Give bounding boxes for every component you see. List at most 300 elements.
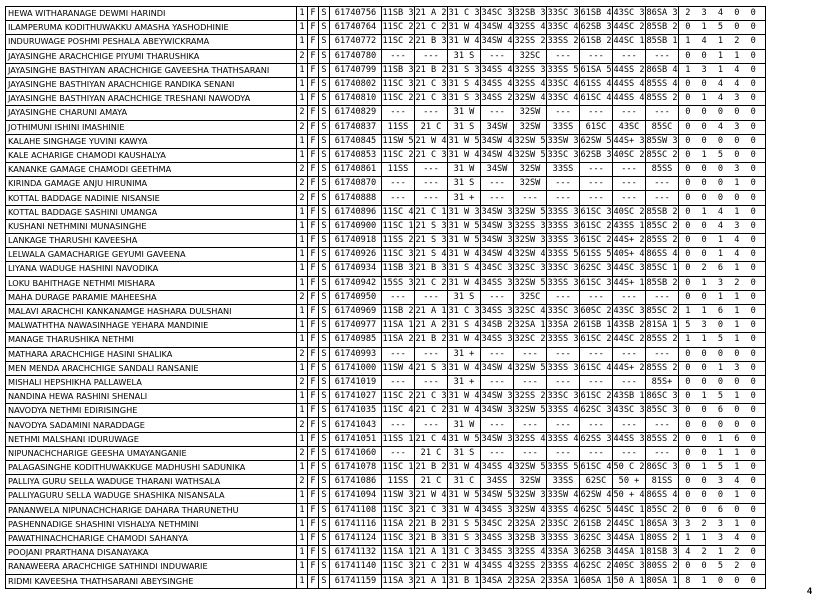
index-number-cell: 61741108 — [330, 503, 382, 517]
table-row — [6, 361, 766, 375]
attempt-cell: 1 — [297, 361, 308, 375]
subject-4-cell: --- — [481, 177, 514, 191]
index-number-cell: 61740969 — [330, 304, 382, 318]
subject-5-cell: 32SW 5 — [514, 205, 547, 219]
subject-1-cell: 11SC 3 — [382, 248, 415, 262]
subject-5-cell: 32SW — [514, 475, 547, 489]
table-row — [6, 49, 766, 63]
index-number-cell: 61740845 — [330, 134, 382, 148]
table-row — [6, 148, 766, 162]
student-name-cell: LIYANA WADUGE HASHINI NAVODIKA — [6, 262, 297, 276]
subject-7-cell: 62SC — [580, 475, 613, 489]
subject-2-cell: 21 S 3 — [415, 234, 448, 248]
subject-3-cell: 31 + — [448, 191, 481, 205]
subject-1-cell: 11SC 2 — [382, 35, 415, 49]
subject-9-cell: 85SS 2 — [646, 234, 679, 248]
student-name-cell: PALAGASINGHE KODITHUWAKKUGE MADHUSHI SADUNIKA — [6, 461, 297, 475]
grade-summary-cell: 0 0 0 1 0 — [679, 177, 766, 191]
subject-1-cell: 11SC 3 — [382, 77, 415, 91]
subject-5-cell: 32SW 3 — [514, 234, 547, 248]
subject-7-cell: 62SC 2 — [580, 560, 613, 574]
table-row — [6, 120, 766, 134]
student-name-cell: MANAGE THARUSHIKA NETHMI — [6, 333, 297, 347]
subject-5-cell: 32SW 4 — [514, 248, 547, 262]
stream-cell: S — [319, 560, 330, 574]
grade-summary-cell: 0 0 0 1 0 — [679, 489, 766, 503]
index-number-cell: 61740853 — [330, 148, 382, 162]
subject-9-cell: 81SS — [646, 475, 679, 489]
grade-summary-cell: 1 1 5 1 0 — [679, 333, 766, 347]
subject-6-cell: 33SC 3 — [547, 262, 580, 276]
student-name-cell: HEWA WITHARANAGE DEWMI HARINDI — [6, 7, 297, 21]
attempt-cell: 1 — [297, 574, 308, 588]
student-name-cell: ILAMPERUMA KODITHUWAKKU AMASHA YASHODHINIE — [6, 21, 297, 35]
subject-3-cell: 31 S 4 — [448, 319, 481, 333]
subject-8-cell: 50 + 4 — [613, 489, 646, 503]
gender-cell: F — [308, 475, 319, 489]
subject-3-cell: 31 W 4 — [448, 333, 481, 347]
subject-9-cell: 85SS 2 — [646, 361, 679, 375]
subject-1-cell: 11SA 2 — [382, 517, 415, 531]
gender-cell: F — [308, 574, 319, 588]
grade-summary-cell: 0 1 3 2 0 — [679, 276, 766, 290]
subject-8-cell: 43SC 3 — [613, 304, 646, 318]
subject-6-cell: 33SC 2 — [547, 517, 580, 531]
subject-9-cell: 86SC 3 — [646, 461, 679, 475]
subject-6-cell: --- — [547, 347, 580, 361]
attempt-cell: 1 — [297, 262, 308, 276]
index-number-cell: 61741000 — [330, 361, 382, 375]
subject-7-cell: 62SS 3 — [580, 432, 613, 446]
subject-1-cell: 11SW 4 — [382, 361, 415, 375]
student-name-cell: PANANWELA NIPUNACHCHARIGE DAHARA THARUNETHU — [6, 503, 297, 517]
subject-1-cell: 11SB 3 — [382, 63, 415, 77]
subject-9-cell: 85SC 3 — [646, 404, 679, 418]
subject-4-cell: 34SC 3 — [481, 262, 514, 276]
table-row — [6, 219, 766, 233]
subject-3-cell: 31 S 4 — [448, 262, 481, 276]
subject-9-cell: 85SC 1 — [646, 262, 679, 276]
gender-cell: F — [308, 35, 319, 49]
grade-summary-cell: 0 1 5 0 0 — [679, 21, 766, 35]
table-row — [6, 177, 766, 191]
subject-3-cell: 31 W 4 — [448, 503, 481, 517]
subject-4-cell: 34SB 2 — [481, 319, 514, 333]
subject-4-cell: 34SW 3 — [481, 234, 514, 248]
subject-8-cell: 44SC 1 — [613, 517, 646, 531]
index-number-cell: 61740764 — [330, 21, 382, 35]
index-number-cell: 61740799 — [330, 63, 382, 77]
subject-7-cell: 61SC 2 — [580, 219, 613, 233]
subject-3-cell: 31 C 3 — [448, 304, 481, 318]
index-number-cell: 61740810 — [330, 92, 382, 106]
grade-summary-cell: 1 4 1 2 0 — [679, 35, 766, 49]
subject-1-cell: 11SA 1 — [382, 319, 415, 333]
table-row — [6, 63, 766, 77]
subject-8-cell: --- — [613, 290, 646, 304]
attempt-cell: 2 — [297, 177, 308, 191]
subject-6-cell: 33SS 2 — [547, 35, 580, 49]
subject-2-cell: --- — [415, 106, 448, 120]
subject-6-cell: 33SC 3 — [547, 304, 580, 318]
subject-2-cell: 21 S 4 — [415, 248, 448, 262]
attempt-cell: 2 — [297, 163, 308, 177]
subject-6-cell: 33SS 4 — [547, 404, 580, 418]
student-name-cell: LOKU BAHITHAGE NETHMI MISHARA — [6, 276, 297, 290]
subject-4-cell: 34SS 3 — [481, 531, 514, 545]
table-row — [6, 92, 766, 106]
stream-cell: S — [319, 574, 330, 588]
subject-1-cell: 11SW 3 — [382, 489, 415, 503]
grade-summary-cell: 0 0 1 3 0 — [679, 361, 766, 375]
grade-summary-cell: 0 0 0 3 0 — [679, 163, 766, 177]
subject-7-cell: 62SC 3 — [580, 262, 613, 276]
subject-4-cell: 34SC 2 — [481, 517, 514, 531]
subject-1-cell: 11SC 2 — [382, 92, 415, 106]
subject-9-cell: 86SA 3 — [646, 7, 679, 21]
subject-3-cell: 31 W 4 — [448, 148, 481, 162]
grade-summary-cell: 1 1 6 1 0 — [679, 304, 766, 318]
stream-cell: S — [319, 390, 330, 404]
student-name-cell: RANAWEERA ARACHCHIGE SATHINDI INDUWARIE — [6, 560, 297, 574]
subject-2-cell: --- — [415, 177, 448, 191]
gender-cell: F — [308, 262, 319, 276]
subject-1-cell: --- — [382, 177, 415, 191]
student-name-cell: JOTHIMUNI ISHINI IMASHINIE — [6, 120, 297, 134]
subject-9-cell: 86SC 3 — [646, 390, 679, 404]
subject-9-cell: 85SS 2 — [646, 92, 679, 106]
attempt-cell: 2 — [297, 106, 308, 120]
subject-4-cell: 34SS 3 — [481, 546, 514, 560]
subject-7-cell: --- — [580, 290, 613, 304]
subject-2-cell: 21 C 2 — [415, 21, 448, 35]
subject-9-cell: --- — [646, 191, 679, 205]
subject-2-cell: 21 C 3 — [415, 92, 448, 106]
stream-cell: S — [319, 404, 330, 418]
table-row — [6, 432, 766, 446]
gender-cell: F — [308, 347, 319, 361]
subject-4-cell: 34SS 3 — [481, 304, 514, 318]
subject-1-cell: 11SS — [382, 475, 415, 489]
subject-3-cell: 31 W — [448, 163, 481, 177]
subject-5-cell: 32SB 3 — [514, 7, 547, 21]
subject-5-cell: 32SW 4 — [514, 503, 547, 517]
page-number: 4 — [806, 586, 812, 596]
attempt-cell: 2 — [297, 446, 308, 460]
subject-2-cell: --- — [415, 290, 448, 304]
subject-7-cell: 61SB 1 — [580, 319, 613, 333]
subject-6-cell: 33SS — [547, 475, 580, 489]
gender-cell: F — [308, 404, 319, 418]
subject-4-cell: --- — [481, 418, 514, 432]
subject-8-cell: 50 + — [613, 475, 646, 489]
attempt-cell: 1 — [297, 92, 308, 106]
subject-8-cell: 43SS 1 — [613, 219, 646, 233]
subject-3-cell: 31 W 5 — [448, 432, 481, 446]
subject-4-cell: 34SS 3 — [481, 503, 514, 517]
grade-summary-cell: 1 3 1 4 0 — [679, 63, 766, 77]
index-number-cell: 61740993 — [330, 347, 382, 361]
subject-7-cell: 62SB 3 — [580, 21, 613, 35]
table-row — [6, 333, 766, 347]
attempt-cell: 1 — [297, 276, 308, 290]
subject-8-cell: 44SS 3 — [613, 432, 646, 446]
table-row — [6, 390, 766, 404]
subject-1-cell: 11SC 3 — [382, 531, 415, 545]
student-name-cell: JAYASINGHE BASTHIYAN ARACHCHIGE RANDIKA SENANI — [6, 77, 297, 91]
student-name-cell: PASHENNADIGE SHASHINI VISHALYA NETHMINI — [6, 517, 297, 531]
gender-cell: F — [308, 276, 319, 290]
subject-1-cell: 11SB 3 — [382, 262, 415, 276]
subject-4-cell: 34SW 4 — [481, 361, 514, 375]
stream-cell: S — [319, 290, 330, 304]
subject-6-cell: 33SS 3 — [547, 531, 580, 545]
student-name-cell: KOTTAL BADDAGE SASHINI UMANGA — [6, 205, 297, 219]
index-number-cell: 61740780 — [330, 49, 382, 63]
gender-cell: F — [308, 234, 319, 248]
table-row — [6, 290, 766, 304]
student-name-cell: JAYASINGHE ARACHCHIGE PIYUMI THARUSHIKA — [6, 49, 297, 63]
stream-cell: S — [319, 248, 330, 262]
subject-8-cell: 44SC 1 — [613, 503, 646, 517]
gender-cell: F — [308, 432, 319, 446]
subject-5-cell: 32SC — [514, 290, 547, 304]
subject-5-cell: 32SS 4 — [514, 77, 547, 91]
subject-9-cell: 80SA 1 — [646, 574, 679, 588]
stream-cell: S — [319, 517, 330, 531]
subject-7-cell: 62SW 5 — [580, 134, 613, 148]
table-row — [6, 191, 766, 205]
subject-5-cell: 32SS 2 — [514, 390, 547, 404]
student-name-cell: KUSHANI NETHMINI MUNASINGHE — [6, 219, 297, 233]
attempt-cell: 2 — [297, 347, 308, 361]
subject-2-cell: 21 A 1 — [415, 304, 448, 318]
index-number-cell: 61741051 — [330, 432, 382, 446]
gender-cell: F — [308, 319, 319, 333]
subject-2-cell: 21 C — [415, 446, 448, 460]
subject-8-cell: 44SA 1 — [613, 546, 646, 560]
subject-4-cell: --- — [481, 446, 514, 460]
student-name-cell: LANKAGE THARUSHI KAVEESHA — [6, 234, 297, 248]
subject-8-cell: --- — [613, 191, 646, 205]
subject-8-cell: --- — [613, 375, 646, 389]
table-row — [6, 546, 766, 560]
subject-7-cell: --- — [580, 191, 613, 205]
student-name-cell: NAVODYA NETHMI EDIRISINGHE — [6, 404, 297, 418]
gender-cell: F — [308, 333, 319, 347]
subject-3-cell: 31 C 3 — [448, 7, 481, 21]
subject-2-cell: --- — [415, 49, 448, 63]
subject-4-cell: 34SW 4 — [481, 148, 514, 162]
subject-7-cell: 61SC 3 — [580, 276, 613, 290]
subject-2-cell: --- — [415, 191, 448, 205]
subject-4-cell: 34SS 4 — [481, 461, 514, 475]
subject-1-cell: --- — [382, 290, 415, 304]
index-number-cell: 61741078 — [330, 461, 382, 475]
gender-cell: F — [308, 560, 319, 574]
stream-cell: S — [319, 276, 330, 290]
subject-7-cell: 61SC 4 — [580, 361, 613, 375]
subject-9-cell: 81SB 3 — [646, 546, 679, 560]
subject-3-cell: 31 W 5 — [448, 134, 481, 148]
subject-9-cell: --- — [646, 418, 679, 432]
subject-7-cell: 60SA 1 — [580, 574, 613, 588]
index-number-cell: 61741116 — [330, 517, 382, 531]
attempt-cell: 1 — [297, 390, 308, 404]
stream-cell: S — [319, 92, 330, 106]
gender-cell: F — [308, 77, 319, 91]
gender-cell: F — [308, 461, 319, 475]
student-name-cell: KOTTAL BADDAGE NADINIE NISANSIE — [6, 191, 297, 205]
subject-3-cell: 31 S — [448, 446, 481, 460]
index-number-cell: 61740888 — [330, 191, 382, 205]
gender-cell: F — [308, 148, 319, 162]
subject-2-cell: 21 B 2 — [415, 333, 448, 347]
subject-1-cell: 11SB 3 — [382, 7, 415, 21]
subject-1-cell: 11SS — [382, 163, 415, 177]
subject-3-cell: 31 S 3 — [448, 531, 481, 545]
subject-3-cell: 31 W 4 — [448, 461, 481, 475]
student-name-cell: KIRINDA GAMAGE ANJU HIRUNIMA — [6, 177, 297, 191]
index-number-cell: 61741060 — [330, 446, 382, 460]
attempt-cell: 1 — [297, 432, 308, 446]
gender-cell: F — [308, 7, 319, 21]
stream-cell: S — [319, 191, 330, 205]
subject-8-cell: 44SC 1 — [613, 35, 646, 49]
grade-summary-cell: 0 0 1 4 0 — [679, 248, 766, 262]
grade-summary-cell: 0 0 6 0 0 — [679, 503, 766, 517]
subject-6-cell: --- — [547, 290, 580, 304]
subject-8-cell: 44SS 2 — [613, 63, 646, 77]
subject-1-cell: --- — [382, 49, 415, 63]
table-row — [6, 205, 766, 219]
subject-2-cell: 21 C 3 — [415, 77, 448, 91]
subject-7-cell: 61SB 4 — [580, 7, 613, 21]
attempt-cell: 1 — [297, 205, 308, 219]
subject-8-cell: --- — [613, 418, 646, 432]
subject-6-cell: 33SS — [547, 163, 580, 177]
grade-summary-cell: 0 0 3 4 0 — [679, 475, 766, 489]
subject-3-cell: 31 C 3 — [448, 546, 481, 560]
attempt-cell: 1 — [297, 21, 308, 35]
subject-8-cell: 40SC 2 — [613, 148, 646, 162]
subject-6-cell: 33SC 3 — [547, 7, 580, 21]
subject-7-cell: 61SC 2 — [580, 333, 613, 347]
grade-summary-cell: 0 0 1 1 0 — [679, 290, 766, 304]
subject-7-cell: 61SC 4 — [580, 92, 613, 106]
subject-3-cell: 31 W 4 — [448, 248, 481, 262]
grade-summary-cell: 0 0 0 0 0 — [679, 375, 766, 389]
subject-4-cell: 34SS 4 — [481, 77, 514, 91]
stream-cell: S — [319, 120, 330, 134]
subject-9-cell: 86SB 4 — [646, 63, 679, 77]
subject-1-cell: 11SA 1 — [382, 546, 415, 560]
subject-7-cell: --- — [580, 163, 613, 177]
stream-cell: S — [319, 205, 330, 219]
grade-summary-cell: 0 0 6 0 0 — [679, 404, 766, 418]
subject-5-cell: 32SW 5 — [514, 461, 547, 475]
subject-9-cell: 85SC 2 — [646, 304, 679, 318]
stream-cell: S — [319, 262, 330, 276]
table-row — [6, 531, 766, 545]
subject-5-cell: 32SC — [514, 49, 547, 63]
index-number-cell: 61740802 — [330, 77, 382, 91]
index-number-cell: 61740977 — [330, 319, 382, 333]
table-row — [6, 560, 766, 574]
gender-cell: F — [308, 248, 319, 262]
subject-6-cell: 33SC 4 — [547, 21, 580, 35]
stream-cell: S — [319, 63, 330, 77]
table-row — [6, 418, 766, 432]
subject-6-cell: 33SS — [547, 120, 580, 134]
subject-7-cell: --- — [580, 177, 613, 191]
subject-6-cell: --- — [547, 191, 580, 205]
subject-8-cell: 44S+ 2 — [613, 234, 646, 248]
stream-cell: S — [319, 148, 330, 162]
subject-2-cell: 21 B 2 — [415, 517, 448, 531]
grade-summary-cell: 0 0 1 1 0 — [679, 49, 766, 63]
subject-2-cell: --- — [415, 163, 448, 177]
subject-9-cell: 85SB 2 — [646, 205, 679, 219]
subject-4-cell: 34SA 2 — [481, 574, 514, 588]
subject-5-cell: 32SW — [514, 120, 547, 134]
gender-cell: F — [308, 63, 319, 77]
subject-3-cell: 31 S 5 — [448, 517, 481, 531]
attempt-cell: 2 — [297, 418, 308, 432]
attempt-cell: 2 — [297, 475, 308, 489]
index-number-cell: 61741124 — [330, 531, 382, 545]
subject-8-cell: 40S+ 4 — [613, 248, 646, 262]
subject-6-cell: 33SS 3 — [547, 361, 580, 375]
subject-9-cell: 85SB 1 — [646, 35, 679, 49]
attempt-cell: 1 — [297, 517, 308, 531]
attempt-cell: 1 — [297, 333, 308, 347]
subject-6-cell: 33SC 3 — [547, 390, 580, 404]
subject-4-cell: --- — [481, 191, 514, 205]
subject-2-cell: 21 C 2 — [415, 560, 448, 574]
subject-2-cell: --- — [415, 375, 448, 389]
subject-5-cell: 32SW 3 — [514, 489, 547, 503]
grade-summary-cell: 0 1 4 1 0 — [679, 205, 766, 219]
subject-6-cell: 33SW 3 — [547, 134, 580, 148]
subject-2-cell: 21 A 1 — [415, 574, 448, 588]
grade-summary-cell: 0 0 1 6 0 — [679, 432, 766, 446]
subject-6-cell: 33SS 4 — [547, 503, 580, 517]
gender-cell: F — [308, 49, 319, 63]
subject-3-cell: 31 W 4 — [448, 560, 481, 574]
stream-cell: S — [319, 177, 330, 191]
subject-2-cell: 21 W 4 — [415, 489, 448, 503]
table-row — [6, 304, 766, 318]
attempt-cell: 1 — [297, 489, 308, 503]
stream-cell: S — [319, 418, 330, 432]
subject-2-cell: 21 C 2 — [415, 276, 448, 290]
subject-3-cell: 31 S 4 — [448, 77, 481, 91]
subject-2-cell: 21 W 4 — [415, 134, 448, 148]
table-row — [6, 21, 766, 35]
student-name-cell: NAVODYA SADAMINI NARADDAGE — [6, 418, 297, 432]
grade-summary-cell: 0 0 1 1 0 — [679, 446, 766, 460]
subject-6-cell: 33SC 4 — [547, 92, 580, 106]
subject-1-cell: --- — [382, 191, 415, 205]
gender-cell: F — [308, 503, 319, 517]
subject-6-cell: 33SS 3 — [547, 205, 580, 219]
subject-8-cell: --- — [613, 347, 646, 361]
grade-summary-cell: 0 2 6 1 0 — [679, 262, 766, 276]
subject-4-cell: --- — [481, 106, 514, 120]
subject-9-cell: 85SC 2 — [646, 148, 679, 162]
subject-9-cell: --- — [646, 347, 679, 361]
